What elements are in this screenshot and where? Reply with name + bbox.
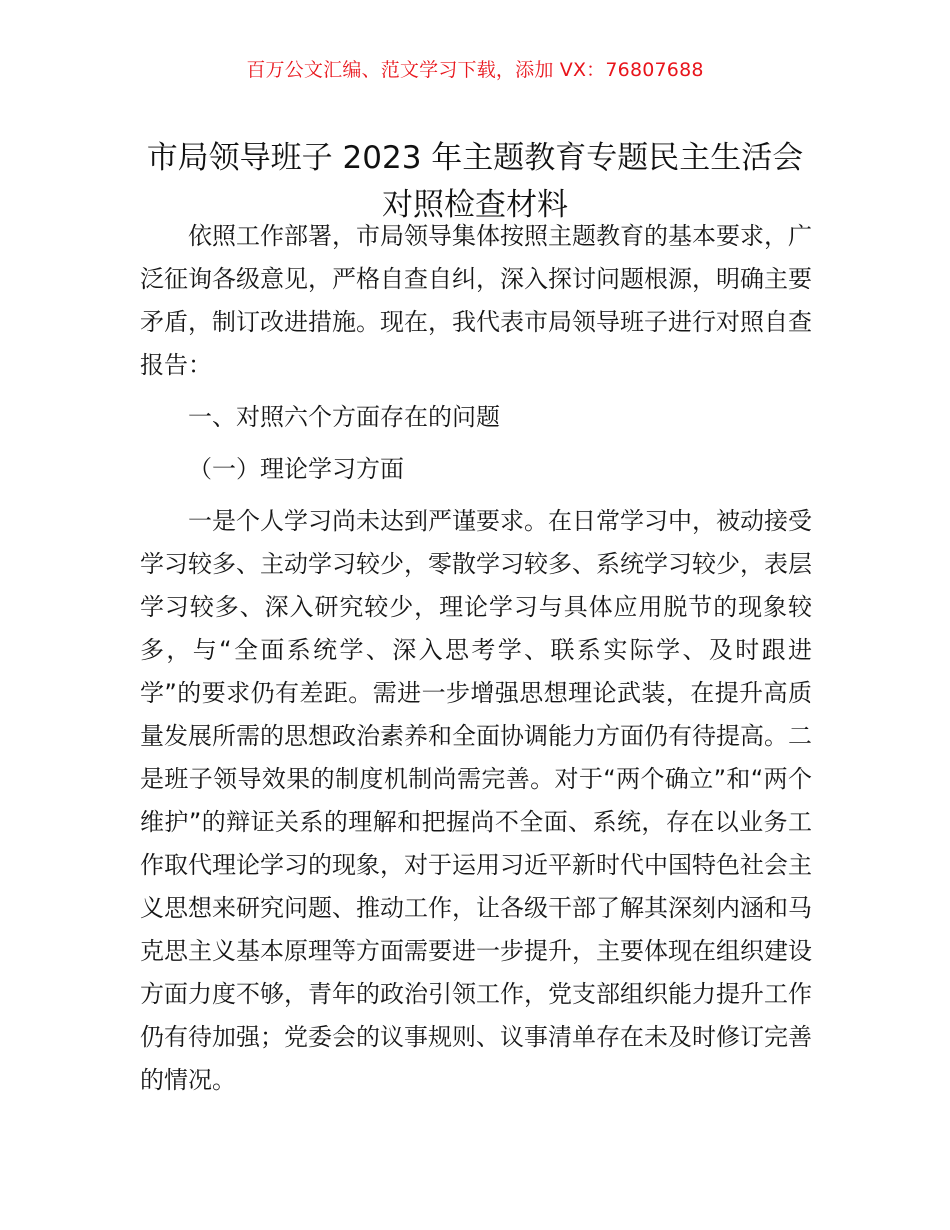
body-paragraph-1: 一是个人学习尚未达到严谨要求。在日常学习中，被动接受学习较多、主动学习较少，零散学习较多、系统学习较少，表层学习较多、深入研究较少，理论学习与具体应用脱节的现象较多，与“全面系统学、深入思考学、联系实际学、及时跟进学”的要求仍有差距。需进一步增强思想理论武装，在提升高质量发展所需的思想政治素养和全面协调能力方面仍有待提高。二是班子领导效果的制度机制尚需完善。对于“两个确立”和“两个维护”的辩证关系的理解和把握尚不全面、系统，存在以业务工作取代理论学习的现象，对于运用习近平新时代中国特色社会主义思想来研究问题、推动工作，让各级干部了解其深刻内涵和马克思主义基本原理等方面需要进一步提升，主要体现在组织建设方面力度不够，青年的政治引领工作，党支部组织能力提升工作仍有待加强；党委会的议事规则、议事清单存在未及时修订完善的情况。 bbox=[140, 507, 812, 1094]
header-notice: 百万公文汇编、范文学习下载，添加 VX：76807688 bbox=[246, 59, 704, 81]
intro-paragraph: 依照工作部署，市局领导集体按照主题教育的基本要求，广泛征询各级意见，严格自查自纠，深入探讨问题根源，明确主要矛盾，制订改进措施。现在，我代表市局领导班子进行对照自查报告： bbox=[140, 222, 812, 379]
subsection-heading-1: （一）理论学习方面 bbox=[188, 455, 404, 483]
document-body bbox=[140, 215, 812, 1102]
title-line-1: 市局领导班子 2023 年主题教育专题民主生活会 bbox=[146, 139, 804, 176]
section-heading-1: 一、对照六个方面存在的问题 bbox=[188, 403, 500, 431]
title-line-2: 对照检查材料 bbox=[382, 186, 568, 223]
